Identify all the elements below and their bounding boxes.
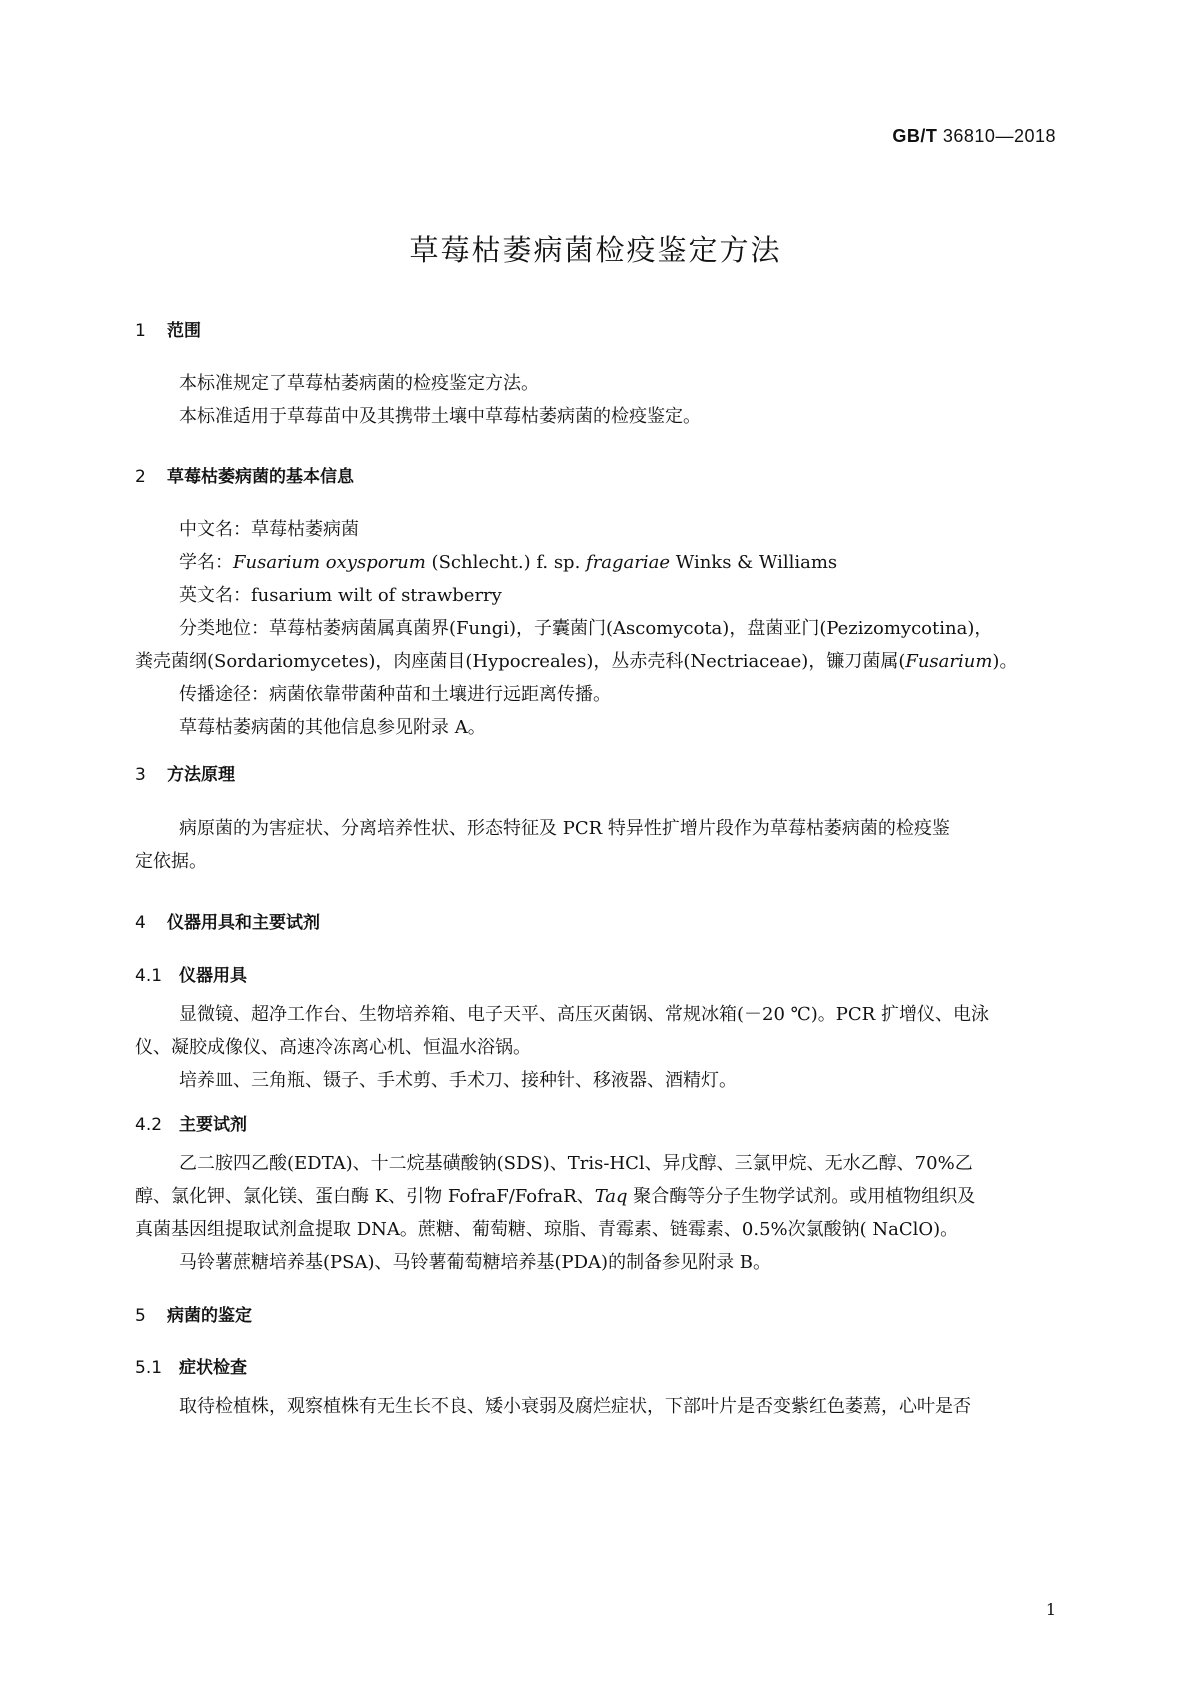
section-number: 4	[135, 913, 146, 933]
taq-text: Taq	[594, 1186, 628, 1207]
chinese-name-line: 中文名：草莓枯萎病菌	[179, 519, 359, 540]
paragraph-line: 病原菌的为害症状、分离培养性状、形态特征及 PCR 特异性扩增片段作为草莓枯萎病菌的检疫鉴	[179, 818, 950, 839]
taxonomy-genus: Fusarium	[905, 651, 993, 672]
section-4-1-heading	[135, 961, 247, 986]
sci-suffix: Winks & Williams	[670, 552, 838, 573]
sci-mid: (Schlecht.) f. sp.	[425, 552, 587, 573]
section-title: 方法原理	[167, 765, 235, 785]
section-title: 草莓枯萎病菌的基本信息	[167, 467, 354, 487]
sci-prefix: 学名：	[179, 552, 233, 573]
section-number: 5	[135, 1306, 146, 1326]
page-number: 1	[1045, 1600, 1056, 1619]
paragraph-line: 真菌基因组提取试剂盒提取 DNA。蔗糖、葡萄糖、琼脂、青霉素、链霉素、0.5%次氯酸钠( NaClO)。	[135, 1219, 959, 1240]
section-4-2-heading	[135, 1110, 247, 1135]
section-title: 仪器用具和主要试剂	[167, 913, 320, 933]
paragraph-line: 取待检植株，观察植株有无生长不良、矮小衰弱及腐烂症状，下部叶片是否变紫红色萎蔫，心叶是否	[179, 1396, 971, 1417]
section-5-heading	[135, 1301, 252, 1326]
paragraph-line: 显微镜、超净工作台、生物培养箱、电子天平、高压灭菌锅、常规冰箱(－20 ℃)。PCR 扩增仪、电泳	[179, 1004, 989, 1025]
paragraph-line: 培养皿、三角瓶、镊子、手术剪、手术刀、接种针、移液器、酒精灯。	[179, 1070, 737, 1091]
paragraph-line	[135, 1180, 1055, 1213]
english-name-line: 英文名：fusarium wilt of strawberry	[179, 585, 502, 606]
document-title: 草莓枯萎病菌检疫鉴定方法	[409, 233, 782, 267]
spread-line: 传播途径：病菌依靠带菌种苗和土壤进行远距离传播。	[179, 684, 611, 705]
taxonomy-line-2	[135, 645, 1055, 678]
section-5-1-heading	[135, 1353, 247, 1378]
other-info-line: 草莓枯萎病菌的其他信息参见附录 A。	[179, 717, 486, 738]
section-4-heading	[135, 908, 320, 933]
section-4-1-body	[135, 998, 1055, 1097]
section-4-2-body	[135, 1147, 1055, 1279]
paragraph-line: 仪、凝胶成像仪、高速冷冻离心机、恒温水浴锅。	[135, 1037, 531, 1058]
scientific-name-line	[135, 546, 1055, 579]
standard-code	[892, 126, 1056, 147]
section-number: 4.2	[135, 1115, 163, 1135]
section-title: 仪器用具	[179, 966, 247, 986]
section-title: 症状检查	[179, 1358, 247, 1378]
reagent-text: 醇、氯化钾、氯化镁、蛋白酶 K、引物 FofraF/FofraR、	[135, 1186, 595, 1207]
section-1-heading	[135, 316, 201, 341]
section-5-1-body	[135, 1390, 1055, 1423]
section-number: 5.1	[135, 1358, 163, 1378]
section-2-body	[135, 513, 1055, 744]
section-title: 范围	[167, 321, 201, 341]
section-number: 2	[135, 467, 146, 487]
taxonomy-end: )。	[992, 651, 1018, 672]
sci-genus: Fusarium oxysporum	[233, 552, 426, 573]
paragraph-line: 乙二胺四乙酸(EDTA)、十二烷基磺酸钠(SDS)、Tris-HCl、异戊醇、三氯甲烷、无水乙醇、70%乙	[179, 1153, 973, 1174]
section-number: 1	[135, 321, 146, 341]
paragraph-line: 马铃薯蔗糖培养基(PSA)、马铃薯葡萄糖培养基(PDA)的制备参见附录 B。	[179, 1252, 772, 1273]
section-1-body	[135, 367, 1055, 433]
section-number: 3	[135, 765, 146, 785]
paragraph-line: 本标准规定了草莓枯萎病菌的检疫鉴定方法。	[179, 373, 539, 394]
standard-code-prefix: GB/T	[892, 126, 938, 146]
taxonomy-line-1: 分类地位：草莓枯萎病菌属真菌界(Fungi)，子囊菌门(Ascomycota)，盘菌亚门(Pezizomycotina)，	[179, 618, 993, 639]
reagent-text-end: 聚合酶等分子生物学试剂。或用植物组织及	[627, 1186, 976, 1207]
taxonomy-text: 粪壳菌纲(Sordariomycetes)，肉座菌目(Hypocreales)，丛赤壳科(Nectriaceae)，镰刀菌属(	[135, 651, 906, 672]
section-2-heading	[135, 462, 354, 487]
standard-code-number: 36810—2018	[942, 126, 1056, 146]
section-3-body	[135, 812, 1055, 878]
sci-forma-specialis: fragariae	[586, 552, 671, 573]
section-title: 病菌的鉴定	[167, 1306, 252, 1326]
paragraph-line: 本标准适用于草莓苗中及其携带土壤中草莓枯萎病菌的检疫鉴定。	[179, 406, 701, 427]
paragraph-line: 定依据。	[135, 851, 207, 872]
section-3-heading	[135, 760, 235, 785]
section-number: 4.1	[135, 966, 163, 986]
section-title: 主要试剂	[179, 1115, 247, 1135]
